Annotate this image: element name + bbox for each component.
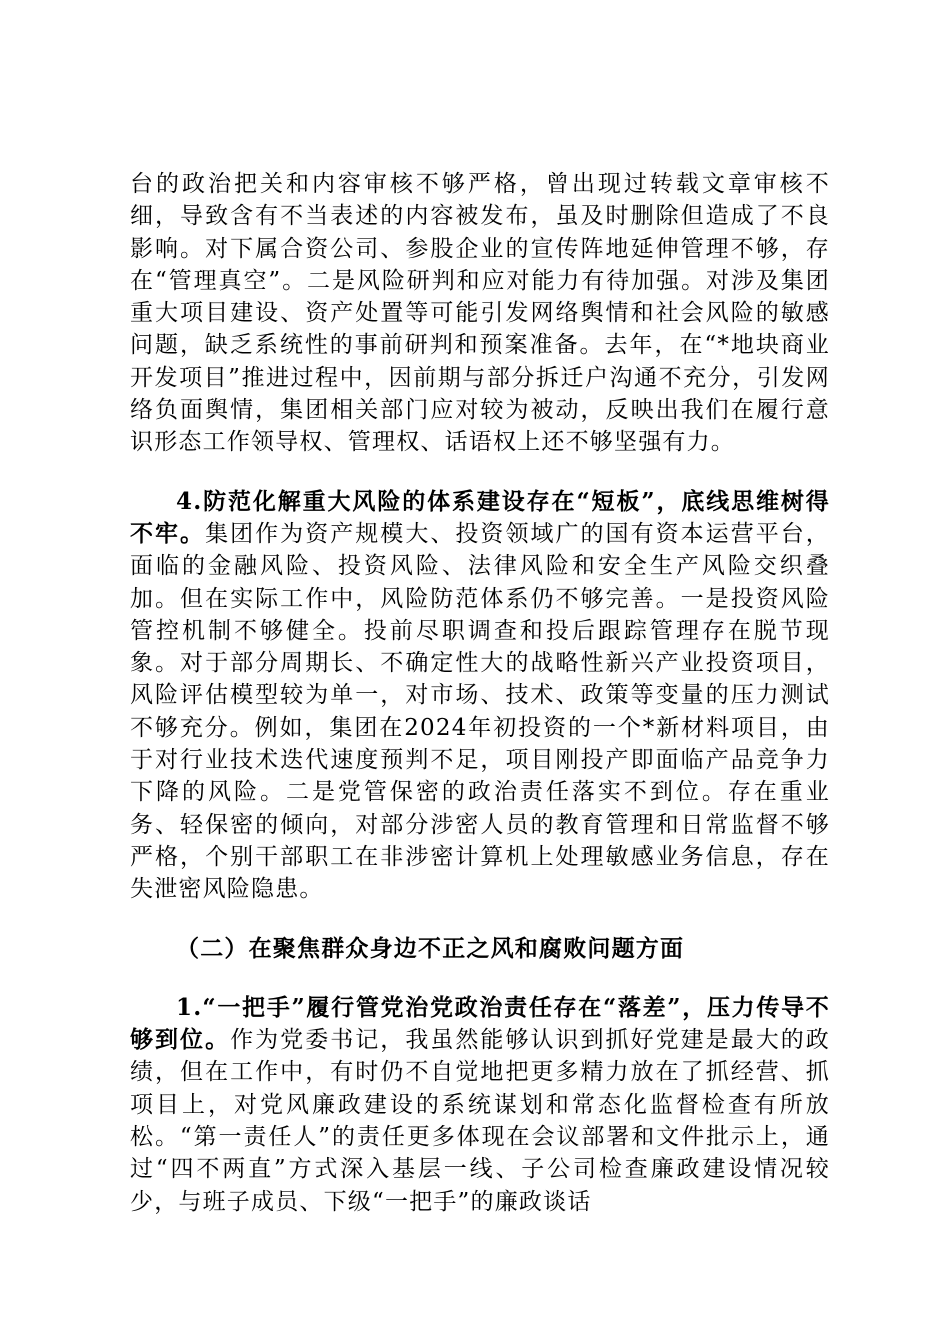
paragraph-ideology-risk: 台的政治把关和内容审核不够严格，曾出现过转载文章审核不细，导致含有不当表述的内容被发布，虽及时删除但造成了不良影响。对下属合资公司、参股企业的宣传阵地延伸管理不够，存在“管理真空”。二是风险研判和应对能力有待加强。对涉及集团重大项目建设、资产处置等可能引发网络舆情和社会风险的敏感问题，缺乏系统性的事前研判和预案准备。去年，在“*地块商业开发项目”推进过程中，因前期与部分拆迁户沟通不充分，引发网络负面舆情，集团相关部门应对较为被动，反映出我们在履行意识形态工作领导权、管理权、话语权上还不够坚强有力。: [130, 171, 830, 456]
paragraph-leader-responsibility-title: 1.“一把手”履行管党治党政治责任存在“落差”，压力传导不够到位。: [130, 993, 830, 1054]
paragraph-major-risk: [130, 486, 830, 906]
paragraph-major-risk-title: 4.防范化解重大风险的体系建设存在“短板”，底线思维树得不牢。: [130, 487, 830, 547]
paragraph-leader-responsibility-body: 作为党委书记，我虽然能够认识到抓好党建是最大的政绩，但在工作中，有时仍不自觉地把更多精力放在了抓经营、抓项目上，对党风廉政建设的系统谋划和常态化监督检查有所放松。“第一责任人”的责任更多体现在会议部署和文件批示上，通过“四不两直”方式深入基层一线、子公司检查廉政建设情况较少，与班子成员、下级“一把手”的廉政谈话: [130, 1027, 830, 1215]
section-heading: （二）在聚焦群众身边不正之风和腐败问题方面: [176, 934, 685, 962]
paragraph-leader-responsibility: [130, 992, 830, 1218]
document-page: [130, 168, 830, 1218]
paragraph-major-risk-body: 集团作为资产规模大、投资领域广的国有资本运营平台，面临的金融风险、投资风险、法律风险和安全生产风险交织叠加。但在实际工作中，风险防范体系仍不够完善。一是投资风险管控机制不够健全。投前尽职调查和投后跟踪管理存在脱节现象。对于部分周期长、不确定性大的战略性新兴产业投资项目，风险评估模型较为单一，对市场、技术、政策等变量的压力测试不够充分。例如，集团在2024年初投资的一个*新材料项目，由于对行业技术迭代速度预判不足，项目刚投产即面临产品竞争力下降的风险。二是党管保密的政治责任落实不到位。存在重业务、轻保密的倾向，对部分涉密人员的教育管理和日常监督不够严格，个别干部职工在非涉密计算机上处理敏感业务信息，存在失泄密风险隐患。: [130, 520, 830, 903]
